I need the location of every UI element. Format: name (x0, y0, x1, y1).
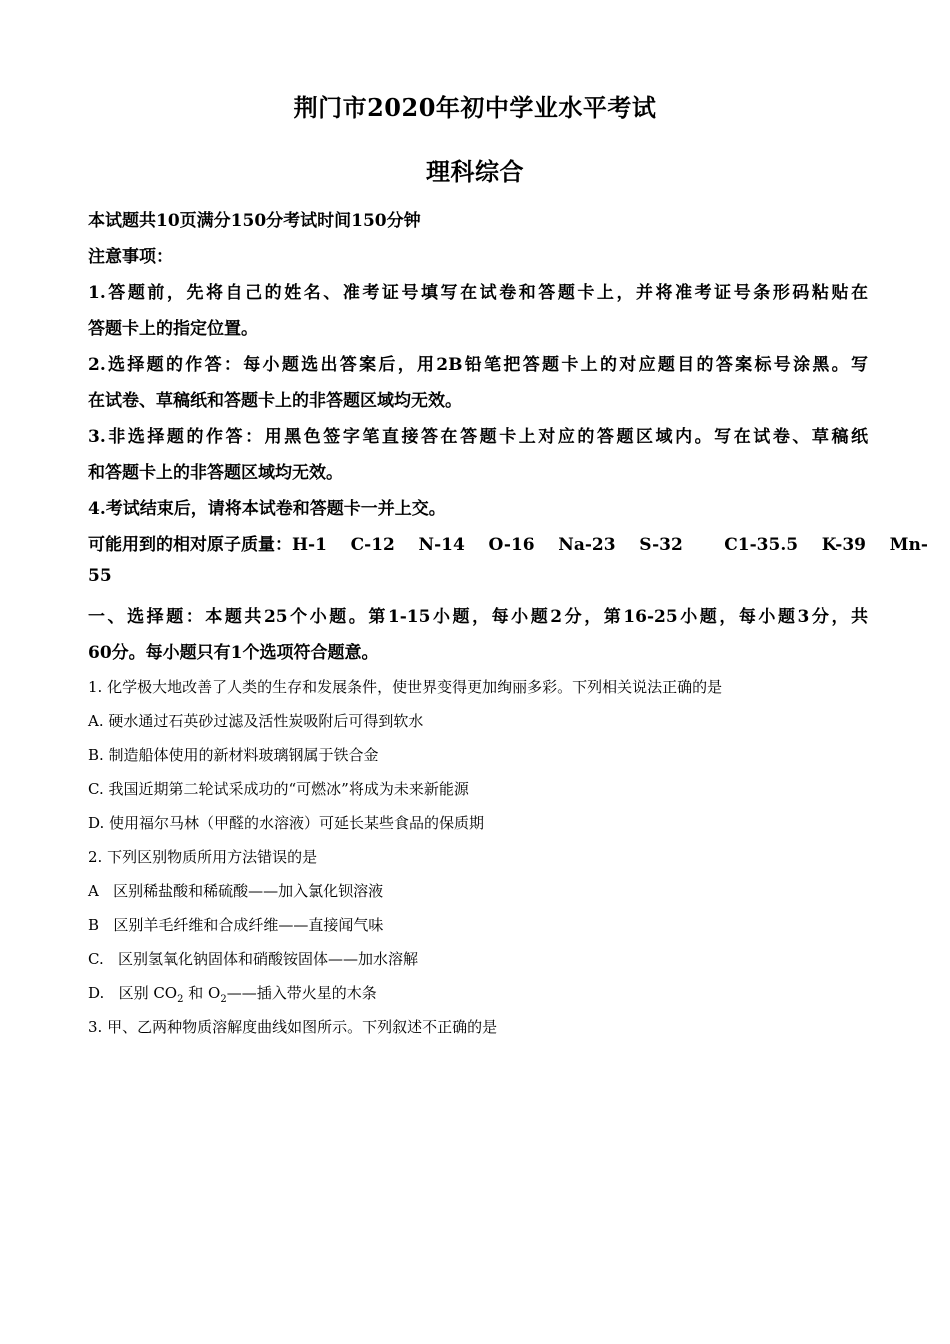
note-4: 4.考试结束后，请将本试卷和答题卡一并上交。 (88, 499, 446, 519)
o2-subscript: 2 (220, 994, 227, 1005)
note-2-line-1: 2.选择题的作答：每小题选出答案后，用2B铅笔把答题卡上的对应题目的答案标号涂黑。写 (88, 355, 868, 375)
question-2-option-b: B 区别羊毛纤维和合成纤维——直接闻气味 (88, 916, 384, 934)
option-d-prefix: D. 区别 CO (88, 984, 178, 1002)
notice-heading: 注意事项： (88, 247, 173, 267)
note-3-line-2: 和答题卡上的非答题区域均无效。 (88, 463, 343, 483)
note-1-line-1: 1.答题前，先将自己的姓名、准考证号填写在试卷和答题卡上，并将准考证号条形码粘贴在 (88, 283, 868, 303)
option-d-suffix: ——插入带火星的木条 (226, 984, 377, 1002)
question-1-stem: 1. 化学极大地改善了人类的生存和发展条件，使世界变得更加绚丽多彩。下列相关说法正确的是 (88, 678, 723, 696)
note-2-line-2: 在试卷、草稿纸和答题卡上的非答题区域均无效。 (88, 391, 462, 411)
option-d-mid: 和 O (183, 984, 221, 1002)
section-heading-line-2: 60分。每小题只有1个选项符合题意。 (88, 643, 379, 663)
note-1-line-2: 答题卡上的指定位置。 (88, 319, 258, 339)
atomic-mass-line-1: 可能用到的相对原子质量：H-1 C-12 N-14 O-16 Na-23 S-32 C1-35.5 K-39 Mn- (88, 535, 928, 555)
question-2-option-a: A 区别稀盐酸和稀硫酸——加入氯化钡溶液 (88, 882, 384, 900)
question-2-stem: 2. 下列区别物质所用方法错误的是 (88, 848, 318, 866)
question-1-option-d: D. 使用福尔马林（甲醛的水溶液）可延长某些食品的保质期 (88, 814, 485, 832)
exam-title: 荆门市2020年初中学业水平考试 (293, 93, 657, 122)
question-2-option-d (88, 982, 868, 1003)
question-3-stem: 3. 甲、乙两种物质溶解度曲线如图所示。下列叙述不正确的是 (88, 1018, 498, 1036)
section-heading-line-1: 一、选择题：本题共25个小题。第1-15小题，每小题2分，第16-25小题，每小题3分，共 (88, 607, 868, 627)
question-2-option-c: C. 区别氢氧化钠固体和硝酸铵固体——加水溶解 (88, 950, 419, 968)
question-1-option-c: C. 我国近期第二轮试采成功的“可燃冰”将成为未来新能源 (88, 780, 469, 798)
question-1-option-b: B. 制造船体使用的新材料玻璃钢属于铁合金 (88, 746, 379, 764)
exam-info: 本试题共10页满分150分考试时间150分钟 (88, 211, 421, 231)
question-1-option-a: A. 硬水通过石英砂过滤及活性炭吸附后可得到软水 (88, 712, 424, 730)
note-3-line-1: 3.非选择题的作答：用黑色签字笔直接答在答题卡上对应的答题区域内。写在试卷、草稿纸 (88, 427, 868, 447)
co2-subscript: 2 (177, 994, 184, 1005)
atomic-mass-line-2: 55 (88, 566, 112, 586)
exam-subtitle: 理科综合 (426, 157, 524, 186)
